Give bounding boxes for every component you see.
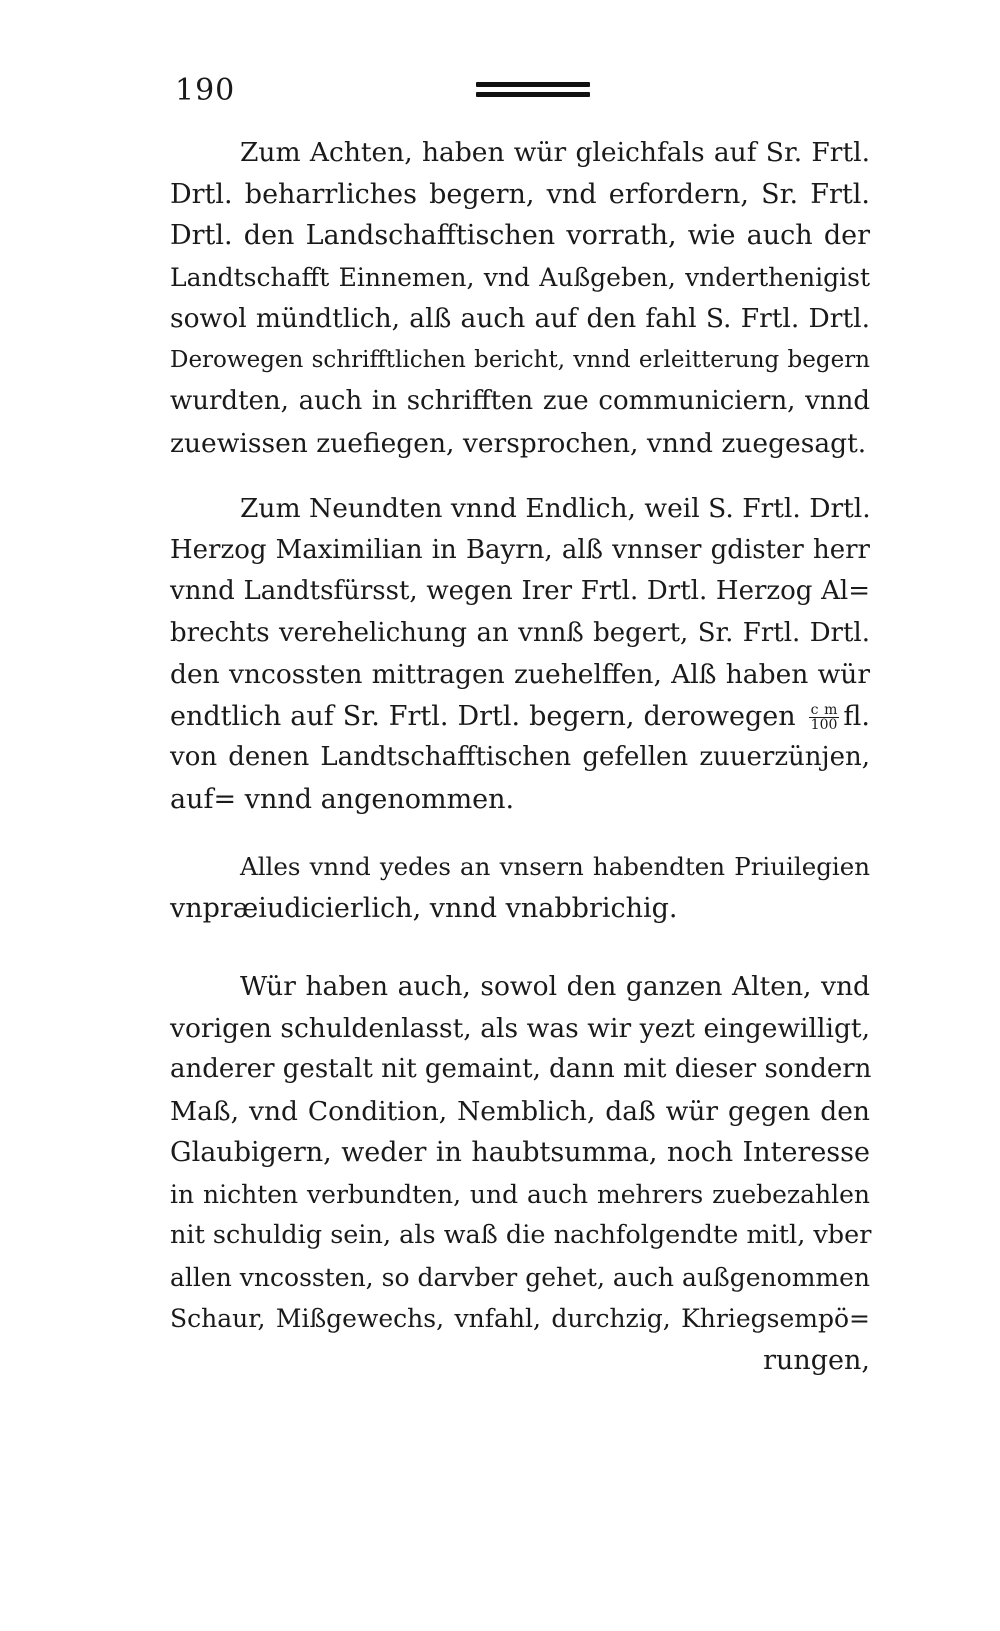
catchword: rungen,: [763, 1344, 870, 1376]
text-line: allen vncossten, so darvber gehet, auch außgenommen: [170, 1262, 870, 1292]
fraction-numerator: c m: [810, 701, 838, 718]
header-rule-bar: [476, 92, 590, 97]
text-line: Schaur, Mißgewechs, vnfahl, durchzig, Khriegsempö=: [170, 1304, 870, 1333]
fraction-line-text: endtlich auf Sr. Frtl. Drtl. begern, derowegen: [170, 700, 796, 732]
paragraph-neundten: [170, 488, 870, 820]
text-line: anderer gestalt nit gemaint, dann mit dieser sondern: [170, 1054, 872, 1084]
sum-fraction: [809, 703, 840, 732]
paragraph-schuldenlasst: [170, 966, 870, 1381]
text-line: Drtl. beharrliches begern, vnd erfordern, Sr. Frtl.: [170, 178, 870, 210]
page-number: 190: [175, 73, 236, 108]
text-line: Landtschafft Einnemen, vnd Außgeben, vnderthenigist: [170, 262, 870, 292]
text-line: zuewissen zuefiegen, versprochen, vnnd zuegesagt.: [170, 427, 867, 459]
fraction-unit: fl.: [843, 700, 870, 732]
text-line-fraction: [170, 696, 870, 738]
header-rule-bar: [476, 82, 590, 87]
text-line: nit schuldig sein, als waß die nachfolgendte mitl, vber: [170, 1220, 872, 1250]
text-line: auf= vnnd angenommen.: [170, 783, 515, 815]
fraction-denominator: 100: [810, 716, 838, 733]
text-line: Wür haben auch, sowol den ganzen Alten, vnd: [240, 971, 870, 1002]
text-line: Derowegen schrifftlichen bericht, vnnd erleitterung begern: [170, 346, 870, 373]
text-line: vnpræiudicierlich, vnnd vnabbrichig.: [170, 892, 678, 924]
text-line: Zum Neundten vnnd Endlich, weil S. Frtl. Drtl.: [240, 493, 871, 524]
text-line: von denen Landtschafftischen gefellen zuuerzünjen,: [170, 742, 870, 772]
text-line: vnnd Landtsfürsst, wegen Irer Frtl. Drtl. Herzog Al=: [170, 576, 870, 606]
text-line: sowol mündtlich, alß auch auf den fahl S. Frtl. Drtl.: [170, 303, 870, 334]
header-rule: [476, 82, 590, 102]
text-line: Maß, vnd Condition, Nemblich, daß wür gegen den: [170, 1095, 870, 1127]
paragraph-priuilegien: [170, 846, 870, 929]
text-line: Drtl. den Landschafftischen vorrath, wie auch der: [170, 220, 870, 251]
text-line: brechts verehelichung an vnnß begert, Sr. Frtl. Drtl.: [170, 617, 870, 648]
text-line: in nichten verbundten, und auch mehrers zuebezahlen: [170, 1179, 870, 1209]
text-line: Herzog Maximilian in Bayrn, alß vnnser gdister herr: [170, 534, 870, 565]
text-line: den vncossten mittragen zuehelffen, Alß haben wür: [170, 659, 870, 690]
paragraph-achten: [170, 132, 870, 464]
text-line: Zum Achten, haben wür gleichfals auf Sr. Frtl.: [240, 137, 870, 168]
text-line: vorigen schuldenlasst, als was wir yezt eingewilligt,: [170, 1012, 870, 1044]
text-line: Alles vnnd yedes an vnsern habendten Priuilegien: [240, 852, 870, 881]
text-line: Glaubigern, weder in haubtsumma, noch Interesse: [170, 1137, 870, 1168]
text-line: wurdten, auch in schrifften zue communiciern, vnnd: [170, 386, 870, 416]
